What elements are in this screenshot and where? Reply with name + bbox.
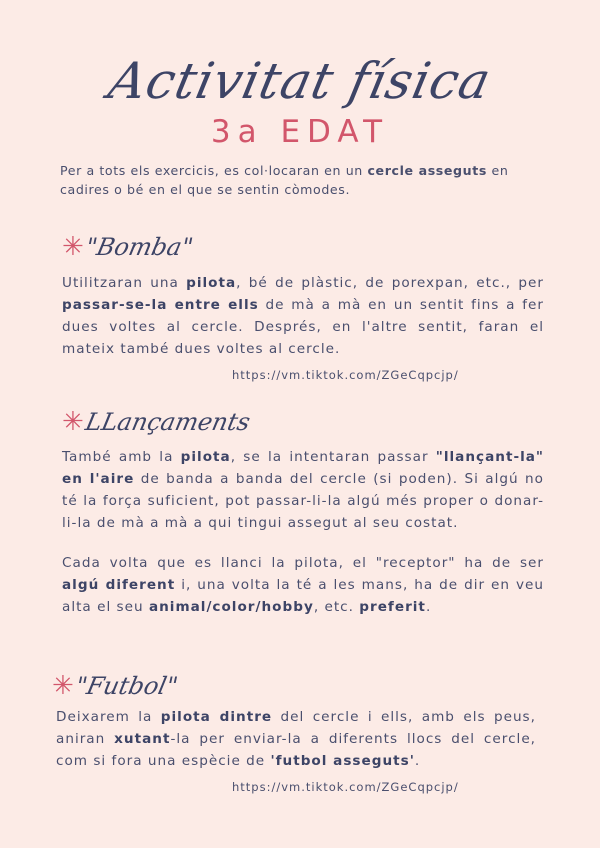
paragraph-llancaments-1: També amb la pilota, se la intentaran passar "llançant-la" en l'aire de banda a banda del cercle (si poden). Si algú no té la força suficient, pot passar-li-la algú més proper o donar-li-la de mà a mà a qui tingui assegut al seu costat. bbox=[62, 449, 544, 531]
asterisk-icon: ✳ bbox=[62, 407, 84, 437]
paragraph-llancaments-2: Cada volta que es llanci la pilota, el "receptor" ha de ser algú diferent i, una volta la té a les mans, ha de dir en veu alta el seu animal/color/hobby, etc. preferit. bbox=[62, 555, 544, 615]
section-heading-bomba bbox=[62, 232, 196, 262]
section-heading-futbol bbox=[52, 671, 181, 701]
link-bomba[interactable]: https://vm.tiktok.com/ZGeCqpcjp/ bbox=[232, 368, 459, 382]
intro-text: Per a tots els exercicis, es col·locaran en un cercle asseguts en cadires o bé en el que se sentin còmodes. bbox=[60, 163, 509, 197]
link-futbol[interactable]: https://vm.tiktok.com/ZGeCqpcjp/ bbox=[232, 780, 459, 794]
paragraph-futbol: Deixarem la pilota dintre del cercle i ells, amb els peus, aniran xutant-la per enviar-la a diferents llocs del cercle, com si fora una espècie de 'futbol asseguts'. bbox=[56, 709, 536, 769]
page-subtitle: 3a EDAT bbox=[210, 114, 390, 150]
section-heading-llancaments bbox=[62, 407, 253, 437]
page-title: Activitat física bbox=[103, 52, 497, 110]
asterisk-icon: ✳ bbox=[52, 671, 74, 701]
paragraph-bomba: Utilitzaran una pilota, bé de plàstic, de porexpan, etc., per passar-se-la entre ells de mà a mà en un sentit fins a fer dues voltes al cercle. Després, en l'altre sentit, faran el mateix també dues voltes al cercle. bbox=[62, 275, 544, 357]
heading-text: "Bomba" bbox=[82, 233, 196, 261]
asterisk-icon: ✳ bbox=[62, 232, 84, 262]
heading-text: "Futbol" bbox=[72, 672, 181, 700]
heading-text: LLançaments bbox=[82, 408, 253, 436]
